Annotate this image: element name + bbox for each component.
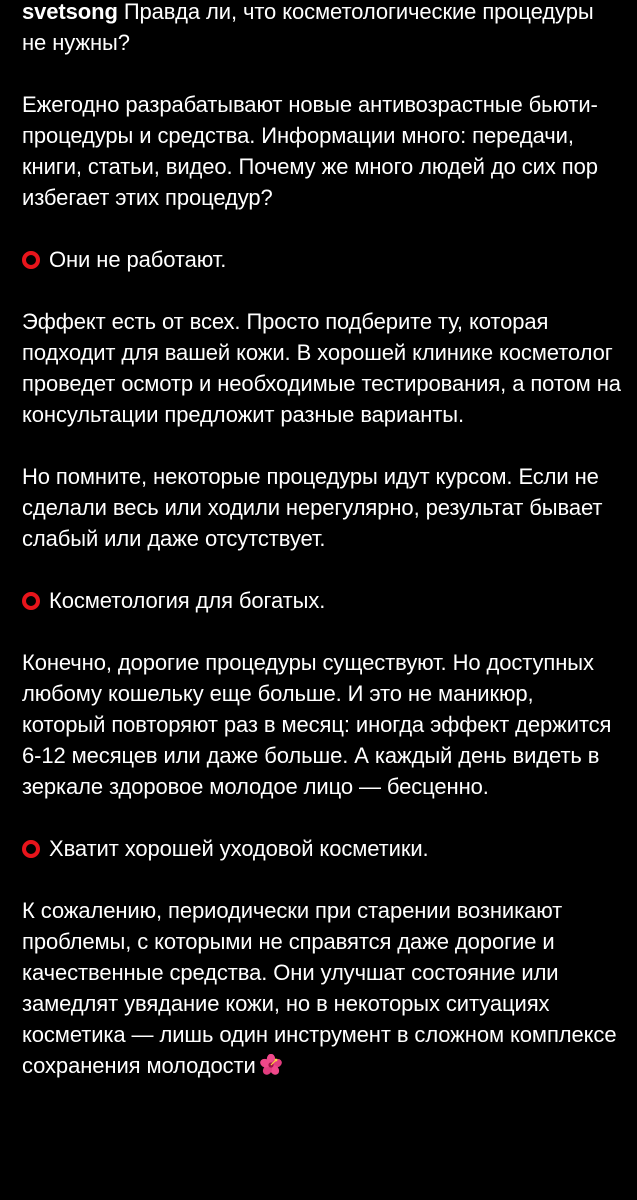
myth1-paragraph-2: Но помните, некоторые процедуры идут курсом. Если не сделали весь или ходили нерегулярно, результат бывает слабый или даже отсутствует. — [22, 464, 603, 551]
myth-heading-text: Они не работают. — [49, 247, 227, 272]
myth-heading-text: Хватит хорошей уходовой косметики. — [49, 836, 429, 861]
myth-heading-2 — [22, 585, 622, 616]
caption-title — [22, 0, 622, 58]
username-link[interactable]: svetsong — [22, 0, 118, 24]
intro-paragraph: Ежегодно разрабатывают новые антивозрастные бьюти-процедуры и средства. Информации много: передачи, книги, статьи, видео. Почему же много людей до сих пор избегает этих процедур? — [22, 92, 598, 210]
red-circle-icon — [22, 251, 40, 269]
myth-heading-text: Косметология для богатых. — [49, 588, 326, 613]
myth3-paragraph-1 — [22, 895, 622, 1084]
title-text: Правда ли, что косметологические процедуры не нужны? — [22, 0, 594, 55]
red-circle-icon — [22, 840, 40, 858]
hibiscus-icon — [260, 1053, 282, 1084]
post-caption — [22, 0, 622, 1115]
red-circle-icon — [22, 592, 40, 610]
myth-heading-1 — [22, 244, 622, 275]
myth3-paragraph-text: К сожалению, периодически при старении возникают проблемы, с которыми не справятся даже дорогие и качественные средства. Они улучшат состояние или замедлят увядание кожи, но в некоторых ситуациях косметика — лишь один инструмент в сложном комплексе сохранения молодости — [22, 898, 617, 1078]
myth1-paragraph-1: Эффект есть от всех. Просто подберите ту, которая подходит для вашей кожи. В хорошей клинике косметолог проведет осмотр и необходимые тестирования, а потом на консультации предложит разные варианты. — [22, 309, 621, 427]
myth2-paragraph-1: Конечно, дорогие процедуры существуют. Но доступных любому кошельку еще больше. И это не маникюр, который повторяют раз в месяц: иногда эффект держится 6-12 месяцев или даже больше. А каждый день видеть в зеркале здоровое молодое лицо — бесценно. — [22, 650, 612, 799]
myth-heading-3 — [22, 833, 622, 864]
